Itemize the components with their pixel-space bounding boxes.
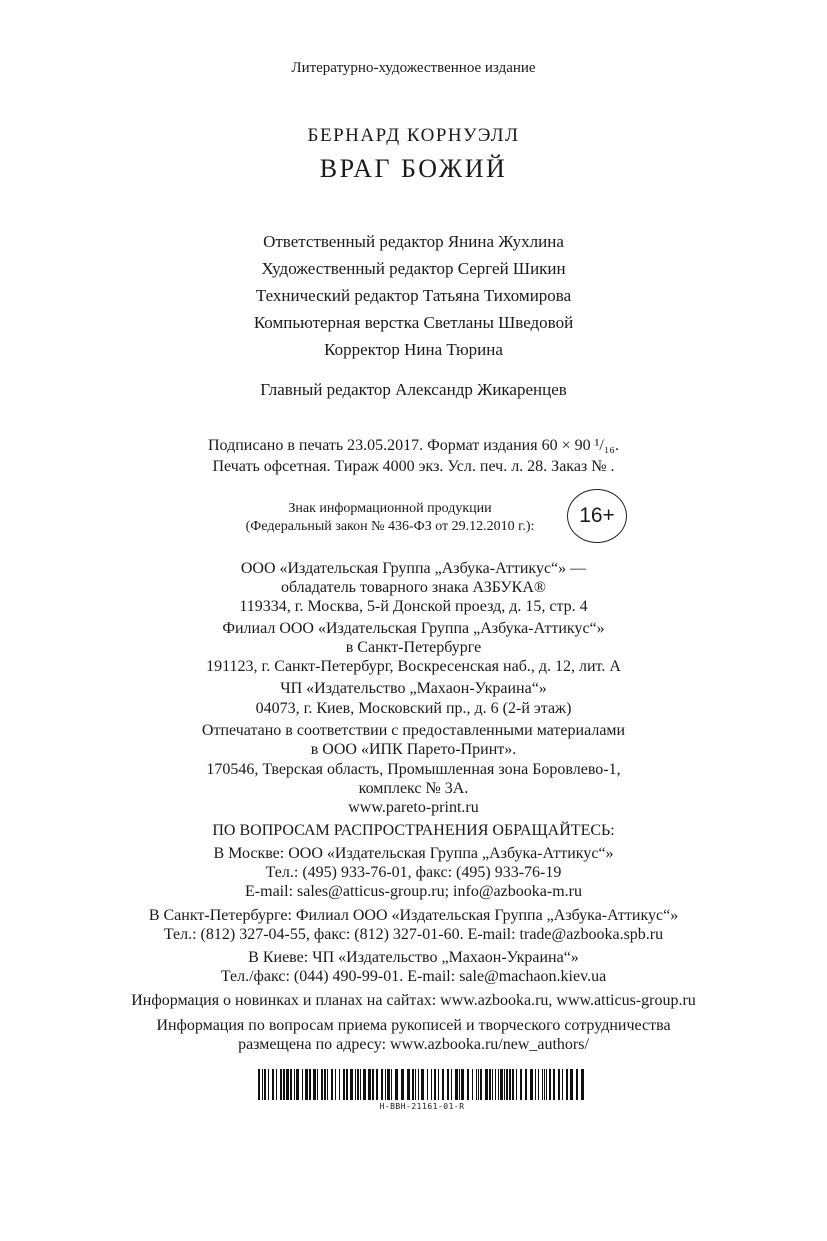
publisher-line: Отпечатано в соответствии с предоставленными материалами [201, 722, 626, 739]
moscow-contact: В Москве: ООО «Издательская Группа „Азбука-Аттикус“» [213, 845, 614, 862]
print-info-line: Подписано в печать 23.05.2017. Формат издания 60 × 90 ¹/₁₆. [208, 437, 619, 454]
info-sign-law: (Федеральный закон № 436-ФЗ от 29.12.2010 г.): [245, 519, 535, 534]
credit-line: Ответственный редактор Янина Жухлина [263, 232, 564, 251]
age-rating-badge: 16+ [567, 489, 627, 543]
publisher-line: обладатель товарного знака АЗБУКА® [280, 579, 547, 596]
author-name: БЕРНАРД КОРНУЭЛЛ [307, 125, 520, 146]
credit-line: Технический редактор Татьяна Тихомирова [255, 286, 572, 305]
credit-line: Художественный редактор Сергей Шикин [261, 259, 566, 278]
publisher-line: ООО «Издательская Группа „Азбука-Аттикус“» — [240, 560, 587, 577]
moscow-contact: Тел.: (495) 933-76-01, факс: (495) 933-76-19 [265, 864, 562, 881]
publisher-line: Филиал ООО «Издательская Группа „Азбука-Аттикус“» [222, 620, 605, 637]
barcode-number: H-BBH-21161-01-R [379, 1102, 465, 1111]
credit-line: Компьютерная верстка Светланы Шведовой [253, 313, 574, 332]
book-title: ВРАГ БОЖИЙ [319, 154, 508, 183]
manuscripts-info: Информация по вопросам приема рукописей и творческого сотрудничества [156, 1017, 671, 1034]
credit-line: Корректор Нина Тюрина [324, 340, 503, 359]
spb-contact: В Санкт-Петербурге: Филиал ООО «Издательская Группа „Азбука-Аттикус“» [148, 907, 679, 924]
chief-editor: Главный редактор Александр Жикаренцев [260, 380, 567, 399]
publisher-line: в Санкт-Петербурге [345, 639, 482, 656]
publisher-line: комплекс № 3А. [358, 780, 469, 797]
kiev-contact: Тел./факс: (044) 490-99-01. E-mail: sale@machaon.kiev.ua [220, 968, 607, 985]
spb-contact: Тел.: (812) 327-04-55, факс: (812) 327-01-60. E-mail: trade@azbooka.spb.ru [163, 926, 664, 943]
genre-label: Литературно-художественное издание [291, 60, 536, 76]
publisher-line: в ООО «ИПК Парето-Принт». [310, 741, 517, 758]
distribution-heading: ПО ВОПРОСАМ РАСПРОСТРАНЕНИЯ ОБРАЩАЙТЕСЬ: [212, 822, 615, 839]
publisher-line: 170546, Тверская область, Промышленная зона Боровлево-1, [206, 761, 621, 778]
info-sign-label: Знак информационной продукции [288, 501, 492, 516]
publisher-line: 119334, г. Москва, 5-й Донской проезд, д. 15, стр. 4 [239, 598, 588, 615]
publisher-line: 04073, г. Киев, Московский пр., д. 6 (2-й этаж) [255, 700, 572, 717]
publisher-line: ЧП «Издательство „Махаон-Украина“» [280, 680, 547, 697]
publisher-line: www.pareto-print.ru [348, 799, 479, 816]
kiev-contact: В Киеве: ЧП «Издательство „Махаон-Украина“» [248, 949, 579, 966]
publisher-line: 191123, г. Санкт-Петербург, Воскресенская наб., д. 12, лит. А [206, 658, 621, 675]
sites-info: Информация о новинках и планах на сайтах: www.azbooka.ru, www.atticus-group.ru [131, 992, 696, 1009]
barcode [258, 1069, 586, 1100]
manuscripts-info: размещена по адресу: www.azbooka.ru/new_authors/ [238, 1036, 589, 1053]
print-info-line: Печать офсетная. Тираж 4000 экз. Усл. печ. л. 28. Заказ № . [212, 458, 615, 475]
moscow-contact: E-mail: sales@atticus-group.ru; info@azbooka-m.ru [245, 883, 582, 900]
